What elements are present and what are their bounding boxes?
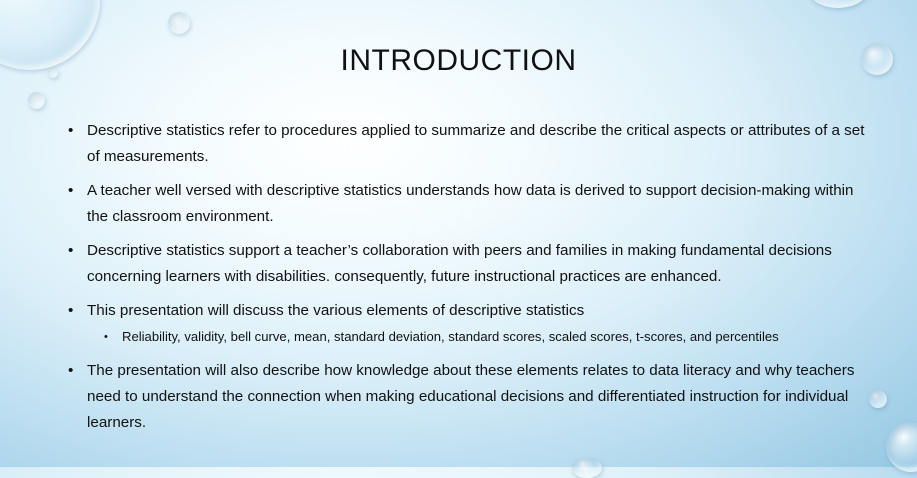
- bullet-text: Descriptive statistics refer to procedures applied to summarize and describe the critical aspects or attributes of a set of measurements.: [87, 122, 865, 165]
- bullet-item: [66, 178, 866, 230]
- bullet-glyph: •: [68, 122, 74, 139]
- slide-title: INTRODUCTION: [340, 44, 577, 77]
- sub-bullet-item: [66, 326, 866, 348]
- water-drop-decoration: [572, 458, 602, 478]
- water-drop-decoration: [886, 422, 917, 472]
- bullet-list: [66, 118, 866, 444]
- bullet-glyph: •: [68, 362, 74, 379]
- bullet-text: The presentation will also describe how knowledge about these elements relates to data literacy and why teachers need to understand the connection when making educational decisions and differentiated instruction for individual learners.: [87, 362, 855, 431]
- bullet-text: Descriptive statistics support a teacher’s collaboration with peers and families in making fundamental decisions concerning learners with disabilities. consequently, future instructional practices are enhanced.: [87, 242, 832, 285]
- bullet-glyph: •: [68, 242, 74, 259]
- bullet-text: A teacher well versed with descriptive statistics understands how data is derived to support decision-making within the classroom environment.: [87, 182, 854, 225]
- water-drop-decoration: [168, 12, 190, 34]
- sub-bullet-glyph: •: [104, 331, 108, 343]
- bullet-glyph: •: [68, 302, 74, 319]
- bullet-text: This presentation will discuss the various elements of descriptive statistics: [87, 302, 585, 319]
- bullet-item: [66, 238, 866, 290]
- sub-bullet-text: Reliability, validity, bell curve, mean, standard deviation, standard scores, scaled scores, t-scores, and percentiles: [122, 329, 779, 344]
- water-drop-decoration: [28, 92, 45, 109]
- bullet-item: [66, 358, 866, 436]
- bullet-item: [66, 118, 866, 170]
- bullet-glyph: •: [68, 182, 74, 199]
- water-drop-decoration: [869, 390, 887, 408]
- water-drop-decoration: [808, 0, 868, 8]
- bullet-item: [66, 298, 866, 324]
